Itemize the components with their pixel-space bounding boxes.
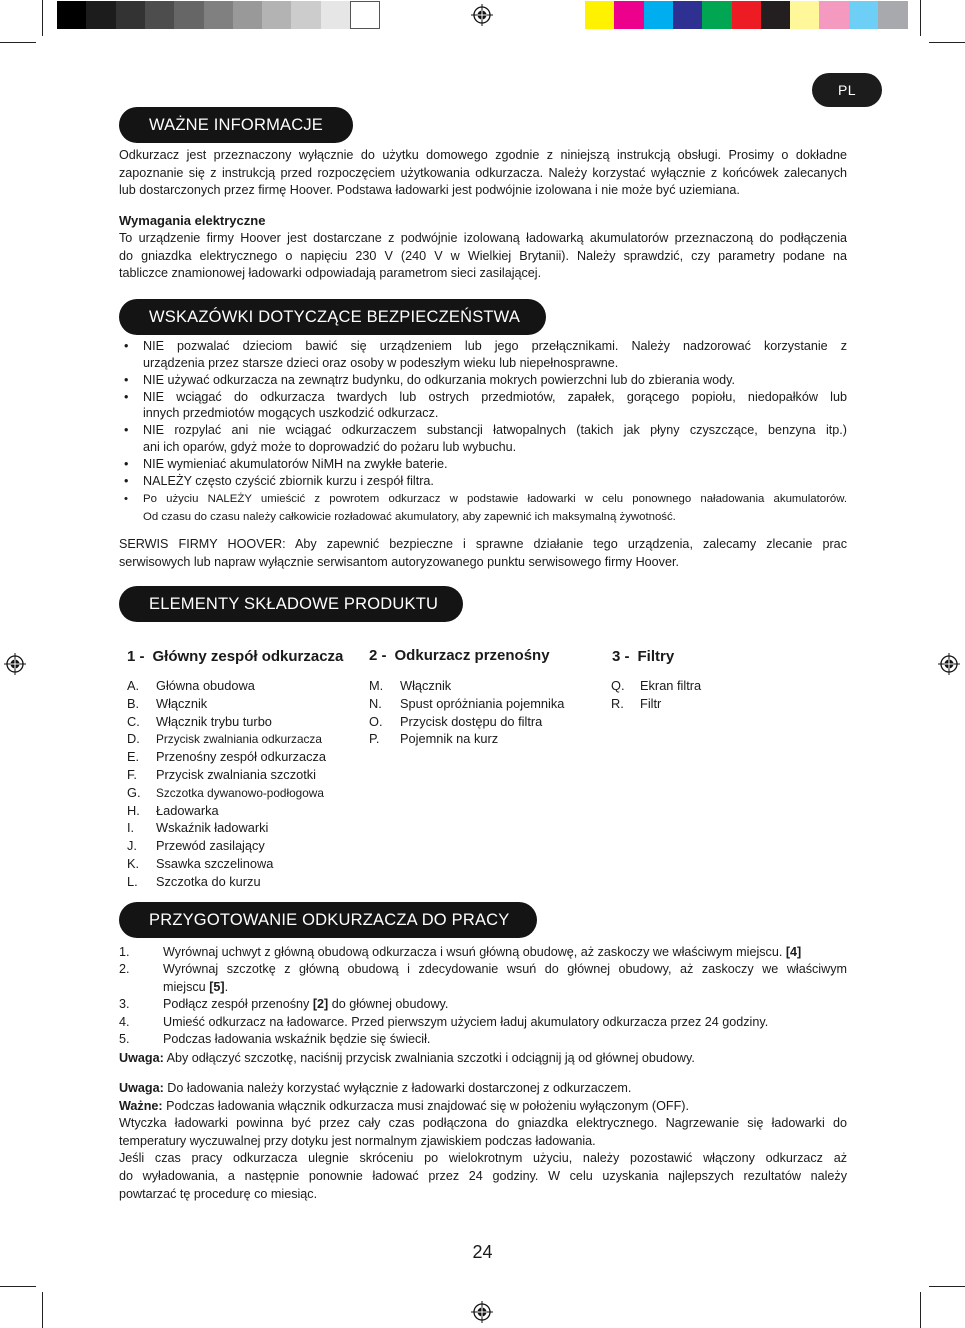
section-title-safety: WSKAZÓWKI DOTYCZĄCE BEZPIECZEŃSTWA: [119, 299, 546, 335]
note-detach-brush: [119, 1050, 847, 1068]
list-item: [119, 961, 847, 996]
list-item: [127, 748, 326, 766]
section-title-preparation: PRZYGOTOWANIE ODKURZACZA DO PRACY: [119, 902, 537, 938]
item-label: Przenośny zespół odkurzacza: [156, 749, 327, 765]
list-item: [127, 695, 326, 713]
text-line: NIE używać odkurzacza na zewnątrz budynku, do odkurzania mokrych powierzchni lub do zbierania wody.: [143, 372, 735, 387]
gray-swatch: [233, 1, 263, 29]
item-label: Ekran filtra: [640, 678, 702, 693]
text-line: temperatury wyczuwalnej przy dotyku jest normalnym zjawiskiem podczas ładowania.: [119, 1133, 596, 1148]
item-key: Q.: [611, 678, 625, 693]
color-swatch: [673, 1, 703, 29]
item-key: E.: [127, 749, 140, 765]
electrical-paragraph: [119, 230, 847, 283]
item-key: C.: [127, 713, 140, 729]
text-line: NIE wymieniać akumulatorów NiMH na zwykłe baterie.: [143, 456, 448, 471]
list-item: [127, 802, 326, 820]
text-line: do gniazdka elektrycznego o napięciu 230 V (240 V w Wielkiej Brytanii). Należy sprawdzić, czy parametry podane na: [119, 248, 847, 263]
text-line: tabliczce znamionowej ładowarki odpowiadają parametrom sieci zasilającej.: [119, 266, 542, 281]
item-key: G.: [127, 784, 141, 800]
item-label: Pojemnik na kurz: [400, 731, 499, 747]
color-swatch: [819, 1, 849, 29]
item-key: O.: [369, 713, 383, 729]
item-label: Główna obudowa: [156, 678, 255, 693]
text-line: do wyładowania, a następnie ponownie ładować przez 24 godziny. W celu uzyskania najlepszych rezultatów należy: [119, 1168, 847, 1183]
figure-reference: [4]: [785, 945, 802, 959]
item-label: Ssawka szczelinowa: [156, 855, 274, 871]
item-key: B.: [127, 695, 140, 711]
crop-mark: [929, 42, 965, 43]
text-line: Podczas ładowania wskaźnik będzie się świecił.: [163, 1032, 431, 1047]
gray-swatch: [174, 1, 204, 29]
list-item: [369, 730, 564, 748]
gray-swatch: [291, 1, 321, 29]
gray-swatch: [204, 1, 234, 29]
item-label: Wskaźnik ładowarki: [156, 820, 269, 836]
component-list-main: [127, 677, 326, 891]
list-item: • NIE używać odkurzacza na zewnątrz budynku, do odkurzania mokrych powierzchni lub do zbierania wody.: [119, 372, 847, 389]
color-swatch: [702, 1, 732, 29]
text-line: powtarzać tę procedurę co miesiąc.: [119, 1186, 318, 1201]
text-line: zapoznanie się z instrukcją przed rozpoczęciem użytkowania odkurzacza. Należy korzystać wyłącznie z końcówek zalecanych: [119, 165, 847, 180]
color-swatch: [878, 1, 908, 29]
important-paragraph: [119, 147, 847, 200]
gray-swatch: [116, 1, 146, 29]
text-line: urządzenia przez starsze dzieci oraz osoby w podeszłym wieku lub niepełnosprawne.: [143, 355, 619, 370]
item-label: Przycisk zwalniania odkurzacza: [156, 732, 322, 747]
text-segment: Podłącz zespół przenośny: [163, 997, 313, 1012]
text-line: Od czasu do czasu należy całkowicie rozładować akumulatory, aby zapewnić ich maksymalną żywotność.: [143, 510, 676, 523]
step-number: 1.: [119, 945, 130, 959]
note-text: Podczas ładowania włącznik odkurzacza musi znajdować się w położeniu wyłączonym (OFF).: [162, 1098, 689, 1113]
list-item: • NIE wymieniać akumulatorów NiMH na zwykłe baterie.: [119, 456, 847, 473]
item-key: I.: [127, 820, 135, 836]
group-title: Odkurzacz przenośny: [394, 647, 550, 664]
group-title: Filtry: [637, 648, 675, 665]
registration-mark-icon: [4, 653, 26, 675]
item-label: Filtr: [640, 695, 662, 711]
text-line: Wyrównaj szczotkę z główną obudową i zdecydowanie wsuń do głównej obudowy, aż zaskoczy we właściwym: [163, 962, 847, 977]
registration-mark-icon: [471, 1301, 493, 1323]
text-line: ani ich oparów, gdyż może to doprowadzić do pożaru lub wybuchu.: [143, 439, 517, 454]
note-text: Do ładowania należy korzystać wyłącznie z ładowarki dostarczonej z odkurzaczem.: [163, 1081, 632, 1095]
crop-mark: [929, 1286, 965, 1287]
component-group-heading: [127, 648, 343, 665]
item-label: Przewód zasilający: [156, 838, 265, 854]
registration-mark-icon: [471, 4, 493, 26]
color-swatch: [761, 1, 791, 29]
list-item: [127, 837, 326, 855]
list-item: [611, 677, 701, 695]
gray-swatch: [145, 1, 175, 29]
language-badge: PL: [812, 73, 882, 107]
list-item: [119, 996, 847, 1013]
text-line: To urządzenie firmy Hoover jest dostarczane z podwójnie izolowaną ładowarką akumulatorów przeznaczoną do podłączenia: [119, 231, 847, 245]
service-paragraph: [119, 536, 847, 571]
text-line: lub dostarczonych przez firmę Hoover. Podstawa ładowarki jest podwójnie izolowana i nie może być uziemiana.: [119, 183, 740, 198]
color-swatch: [849, 1, 879, 29]
color-swatch: [644, 1, 674, 29]
text-line: [163, 944, 847, 961]
electrical-requirements-heading: Wymagania elektryczne: [119, 213, 266, 228]
list-item: [127, 819, 326, 837]
list-item: [127, 677, 326, 695]
list-item: • NALEŻY często czyścić zbiornik kurzu i zespół filtra.: [119, 473, 847, 490]
text-line: NIE wciągać do odkurzacza twardych lub ostrych przedmiotów, zapałek, gorącego popiołu, niedopałków lub: [143, 389, 847, 404]
list-item: [127, 713, 326, 731]
item-label: Włącznik: [156, 695, 208, 711]
gray-swatch: [350, 1, 380, 29]
text-segment: do głównej obudowy.: [328, 997, 449, 1012]
figure-reference: [5]: [209, 979, 225, 994]
component-list-filters: [611, 677, 701, 713]
preparation-steps: [119, 944, 847, 1048]
step-number: 2.: [119, 962, 130, 977]
item-key: R.: [611, 695, 624, 711]
color-swatch: [790, 1, 820, 29]
item-key: A.: [127, 678, 140, 693]
step-number: 4.: [119, 1014, 130, 1029]
text-line: innych przedmiotów mogących uszkodzić odkurzacz.: [143, 406, 439, 421]
item-key: J.: [127, 838, 137, 854]
crop-mark: [920, 1292, 921, 1328]
item-label: Włącznik: [400, 678, 452, 693]
color-swatch: [585, 1, 615, 29]
list-item: • NIE wciągać do odkurzacza twardych lub ostrych przedmiotów, zapałek, gorącego popiołu, niedopałków lub innych przedmiotów mogących uszkodzić odkurzacz.: [124, 389, 847, 421]
text-line: Wtyczka ładowarki powinna być przez cały czas podłączona do gniazdka elektrycznego. Nagrzewanie się ładowarki do: [119, 1116, 847, 1131]
list-item: • NIE pozwalać dzieciom bawić się urządzeniem lub jego przełącznikami. Należy nadzorować korzystanie z urządzenia przez starsze dzieci oraz osoby w podeszłym wieku lub niepełnosprawne.: [124, 339, 847, 370]
text-line: NALEŻY często czyścić zbiornik kurzu i zespół filtra.: [143, 473, 434, 488]
group-number: 2 -: [369, 647, 387, 664]
list-item: [119, 944, 847, 961]
list-item: [127, 873, 326, 891]
item-key: N.: [369, 695, 382, 711]
section-title-components: ELEMENTY SKŁADOWE PRODUKTU: [119, 586, 463, 622]
note-text: Aby odłączyć szczotkę, naciśnij przycisk zwalniania szczotki i odciągnij ją od głównej obudowy.: [163, 1051, 695, 1065]
list-item: [611, 695, 701, 713]
item-key: H.: [127, 802, 140, 818]
gray-swatch: [86, 1, 116, 29]
crop-mark: [0, 42, 36, 43]
charging-notes: [119, 1080, 847, 1203]
text-line: Jeśli czas pracy odkurzacza ulegnie skróceniu po wielokrotnym użyciu, należy pozostawić włączony odkurzacz aż: [119, 1151, 847, 1166]
item-key: L.: [127, 873, 138, 889]
gray-swatch: [57, 1, 87, 29]
list-item: [127, 784, 326, 802]
text-line: SERWIS FIRMY HOOVER: Aby zapewnić bezpieczne i sprawne działanie tego urządzenia, zalecamy zlecanie prac: [119, 537, 847, 551]
list-item: [369, 713, 564, 731]
group-title: Główny zespół odkurzacza: [152, 648, 344, 665]
section-title-important: WAŻNE INFORMACJE: [119, 107, 353, 143]
text-line: serwisowych lub napraw wyłącznie serwisantom autoryzowanego punktu serwisowego firmy Hoover.: [119, 554, 679, 569]
list-item: [127, 766, 326, 784]
text-line: [119, 1050, 847, 1068]
group-number: 1 -: [127, 648, 145, 665]
item-label: Spust opróżniania pojemnika: [400, 695, 565, 711]
note-label: Uwaga:: [119, 1051, 164, 1065]
list-item: [369, 695, 564, 713]
crop-mark: [0, 1286, 36, 1287]
list-item: • NIE rozpylać ani nie wciągać odkurzaczem substancji łatwopalnych (takich jak płyny czyszczące, benzyna itp.) ani ich oparów, gdyż może to doprowadzić do pożaru lub wybuchu.: [124, 423, 847, 454]
item-key: K.: [127, 855, 140, 871]
list-item: • Po użyciu NALEŻY umieścić z powrotem odkurzacz w podstawie ładowarki w celu ponownego naładowania akumulatorów. Od czasu do czasu należy całkowicie rozładować akumulatory, aby zapewnić ich maksymalną żywotność.: [119, 490, 847, 526]
list-item: [119, 1031, 847, 1048]
crop-mark: [42, 0, 43, 36]
text-line: NIE pozwalać dzieciom bawić się urządzeniem lub jego przełącznikami. Należy nadzorować korzystanie z: [143, 339, 847, 353]
component-list-handheld: [369, 677, 564, 748]
text-segment: miejscu: [163, 979, 210, 994]
text-segment: .: [224, 979, 229, 994]
step-number: 5.: [119, 1032, 130, 1047]
text-line: Po użyciu NALEŻY umieścić z powrotem odkurzacz w podstawie ładowarki w celu ponownego naładowania akumulatorów.: [143, 492, 847, 505]
text-line: [163, 996, 847, 1013]
item-label: Szczotka dywanowo-podłogowa: [156, 785, 324, 800]
item-label: Przycisk zwalniania szczotki: [156, 766, 317, 782]
item-key: F.: [127, 766, 137, 782]
text-line: [119, 1098, 847, 1116]
text-segment: Wyrównaj uchwyt z główną obudową odkurzacza i wsuń główną obudowę, aż zaskoczy we właściwym miejscu.: [163, 945, 786, 959]
list-item: [127, 730, 326, 748]
crop-mark: [920, 0, 921, 36]
item-key: D.: [127, 731, 140, 747]
item-label: Przycisk dostępu do filtra: [400, 713, 543, 729]
safety-bullet-list: [119, 338, 847, 526]
text-line: NIE rozpylać ani nie wciągać odkurzaczem substancji łatwopalnych (takich jak płyny czyszczące, benzyna itp.): [143, 423, 847, 438]
text-line: [119, 1080, 847, 1098]
registration-mark-icon: [938, 653, 960, 675]
item-label: Szczotka do kurzu: [156, 873, 261, 889]
page-number: 24: [472, 1242, 493, 1262]
list-item: [127, 855, 326, 873]
color-swatch: [614, 1, 644, 29]
list-item: [369, 677, 564, 695]
note-label: Ważne:: [119, 1098, 163, 1113]
item-label: Ładowarka: [156, 802, 219, 818]
gray-swatch: [262, 1, 292, 29]
item-label: Włącznik trybu turbo: [156, 713, 272, 729]
figure-reference: [2]: [312, 997, 329, 1012]
text-line: Odkurzacz jest przeznaczony wyłącznie do użytku domowego zgodnie z niniejszą instrukcją obsługi. Prosimy o dokładne: [119, 148, 847, 162]
list-item: [119, 1014, 847, 1031]
crop-mark: [42, 1292, 43, 1328]
item-key: M.: [369, 678, 384, 693]
text-line: Umieść odkurzacz na ładowarce. Przed pierwszym użyciem ładuj akumulatory odkurzacza przez 24 godziny.: [163, 1014, 769, 1029]
color-swatch: [732, 1, 762, 29]
note-label: Uwaga:: [119, 1081, 164, 1095]
item-key: P.: [369, 731, 380, 747]
component-group-heading: [612, 648, 674, 665]
step-number: 3.: [119, 997, 130, 1012]
component-group-heading: [369, 647, 550, 664]
gray-swatch: [321, 1, 351, 29]
group-number: 3 -: [612, 648, 630, 665]
text-line: [163, 979, 847, 996]
